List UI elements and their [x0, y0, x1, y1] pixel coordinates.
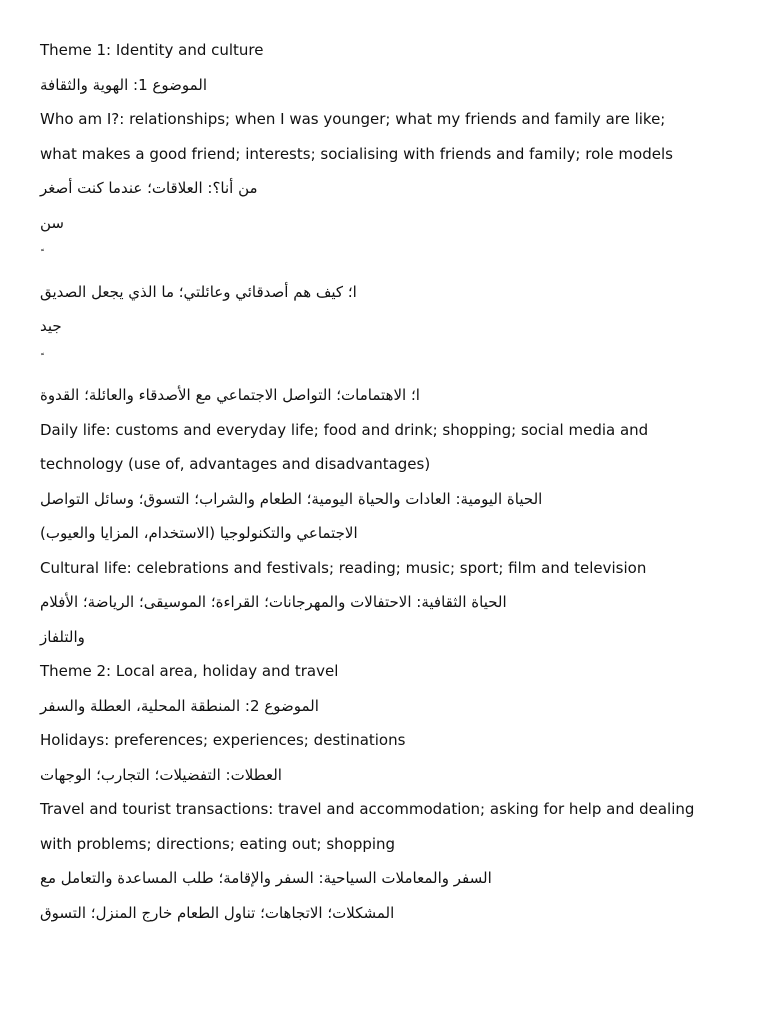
daily-life-en-line-2: technology (use of, advantages and disadvantages) — [40, 455, 431, 473]
diacritic-mark-1 — [40, 240, 730, 275]
daily-life-ar-line-1: الحياة اليومية: العادات والحياة اليومية؛ الطعام والشراب؛ التسوق؛ وسائل التواصل — [40, 489, 543, 508]
theme-1-heading-en: Theme 1: Identity and culture — [40, 41, 264, 59]
travel-en-line-2: with problems; directions; eating out; shopping — [40, 834, 396, 853]
diacritic-mark-2 — [40, 344, 730, 379]
travel-en-line-1: Travel and tourist transactions: travel and accommodation; asking for help and dealing — [40, 800, 695, 818]
theme-1-heading-ar: الموضوع 1: الهوية والثقافة — [40, 75, 208, 94]
who-am-i-ar-line-2: سن — [40, 213, 64, 232]
cultural-life-ar-line-2: والتلفاز — [40, 627, 85, 646]
holidays-ar: العطلات: التفضيلات؛ التجارب؛ الوجهات — [40, 765, 282, 784]
who-am-i-ar-line-4: جيد — [40, 317, 62, 335]
who-am-i-en-line-1: Who am I?: relationships; when I was younger; what my friends and family are like; — [40, 110, 666, 128]
travel-ar-line-1: السفر والمعاملات السياحية: السفر والإقامة؛ طلب المساعدة والتعامل مع — [40, 869, 492, 887]
who-am-i-ar-line-5: ا؛ الاهتمامات؛ التواصل الاجتماعي مع الأصدقاء والعائلة؛ القدوة — [40, 386, 420, 404]
cultural-life-ar-line-1: الحياة الثقافية: الاحتفالات والمهرجانات؛ القراءة؛ الموسيقى؛ الرياضة؛ الأفلام — [40, 593, 507, 611]
who-am-i-ar-line-3: ا؛ كيف هم أصدقائي وعائلتي؛ ما الذي يجعل الصديق — [40, 282, 357, 301]
cultural-life-en: Cultural life: celebrations and festivals; reading; music; sport; film and television — [40, 558, 647, 577]
document-body — [40, 33, 730, 930]
theme-2-heading-ar: الموضوع 2: المنطقة المحلية، العطلة والسفر — [40, 696, 319, 715]
daily-life-ar-line-2: الاجتماعي والتكنولوجيا (الاستخدام، المزايا والعيوب) — [40, 524, 358, 542]
who-am-i-ar-line-1: من أنا؟: العلاقات؛ عندما كنت أصغر — [40, 179, 258, 197]
who-am-i-en-line-2: what makes a good friend; interests; socialising with friends and family; role models — [40, 144, 673, 163]
travel-ar-line-2: المشكلات؛ الاتجاهات؛ تناول الطعام خارج المنزل؛ التسوق — [40, 903, 395, 922]
holidays-en: Holidays: preferences; experiences; destinations — [40, 731, 406, 749]
theme-2-heading-en: Theme 2: Local area, holiday and travel — [40, 662, 339, 680]
daily-life-en-line-1: Daily life: customs and everyday life; food and drink; shopping; social media and — [40, 420, 649, 439]
